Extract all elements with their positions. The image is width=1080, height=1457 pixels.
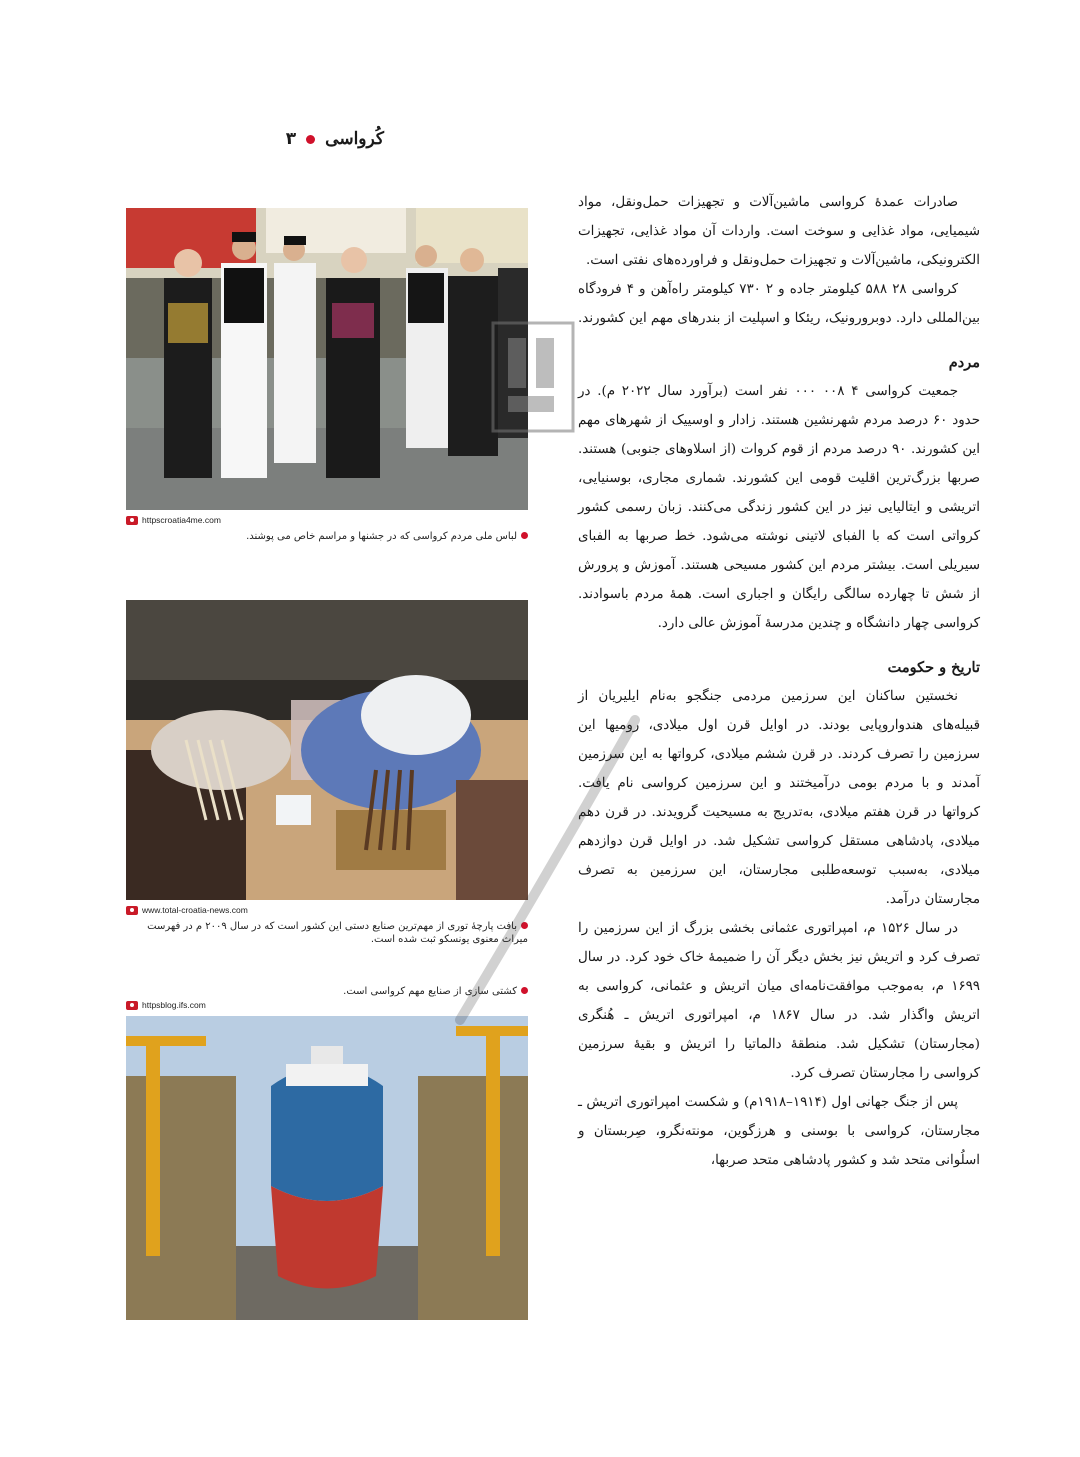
figure-folk-costume-photo (126, 208, 528, 510)
caption-bullet (521, 922, 528, 929)
figure-3-caption-text: کشتی سازی از صنایع مهم کرواسی است. (343, 986, 517, 997)
figure-3-caption (126, 985, 528, 998)
intro-paragraph-2: کرواسی ۲۸ ۵۸۸ کیلومتر جاده و ۲ ۷۳۰ کیلومتر راه‌آهن و ۴ فرودگاه بین‌المللی دارد. دوبرورونیک، ریئکا و اسپلیت از بندرهای مهم این کشورند. (578, 282, 980, 326)
camera-icon (126, 906, 138, 915)
page-title: کُرواسی (325, 129, 384, 149)
lace-illustration (126, 600, 528, 900)
page-number: ۳ (285, 129, 297, 149)
caption-bullet (521, 987, 528, 994)
figure-1-credit-text: httpscroatia4me.com (142, 515, 221, 525)
figure-2-credit-text: www.total-croatia-news.com (142, 905, 248, 915)
figure-3-credit (126, 1000, 206, 1010)
history-paragraph-2: در سال ۱۵۲۶ م، امپراتوری عثمانی بخشی بزرگ از این سرزمین را تصرف کرد و اتریش نیز بخش دیگر آن را ضمیمهٔ خاک خود کرد. در سال ۱۶۹۹ م، به‌موجب موافقت‌نامه‌ای میان اتریش و عثمانی، کرواسی به اتریش واگذار شد. در سال ۱۸۶۷ م، امپراتوری اتریش ـ هُنگری (مجارستان) تشکیل شد. منطقهٔ دالماتیا را اتریش و بقیهٔ سرزمین کرواسی را مجارستان تصرف کرد. (578, 921, 980, 1081)
figure-lace-photo (126, 600, 528, 900)
figure-ship-photo (126, 1016, 528, 1320)
page-header (124, 124, 384, 154)
figure-2-credit (126, 905, 248, 915)
section-heading-history: تاریخ و حکومت (887, 659, 980, 676)
history-paragraph-1: نخستین ساکنان این سرزمین مردمی جنگجو به‌نام ایلیریان از قبیله‌های هندواروپایی بودند. در اوایل قرن اول میلادی، رومیها این سرزمین را تصرف کردند. در قرن ششم میلادی، کرواتها به این سرزمین آمدند و با مردم بومی درآمیختند و این سرزمین کرواسی نام یافت. کرواتها در قرن هفتم میلادی، به‌تدریج به مسیحیت گرویدند. در قرن دهم میلادی، پادشاهی مستقل کرواسی تشکیل شد. در اوایل قرن دوازدهم میلادی، به‌سبب توسعه‌طلبی مجارستان، این سرزمین به تصرف مجارستان درآمد. (578, 689, 981, 907)
figure-2-caption (126, 920, 528, 946)
figure-1-caption-text: لباس ملی مردم کرواسی که در جشنها و مراسم خاص می پوشند. (246, 531, 517, 542)
camera-icon (126, 1001, 138, 1010)
figure-2-caption-text: بافت پارچهٔ توری از مهم‌ترین صنایع دستی این کشور است که در سال ۲۰۰۹ م در فهرست میراث معنوی یونسکو ثبت شده است. (147, 921, 528, 945)
header-dot (306, 135, 315, 144)
people-paragraph-1: جمعیت کرواسی ۴ ۰۰۸ ۰۰۰ نفر است (برآورد سال ۲۰۲۲ م). در حدود ۶۰ درصد مردم شهرنشین هستند. زادار و اوسییک از شهرهای مهم این کشورند. ۹۰ درصد مردم از قوم کروات (از اسلاوهای جنوبی) هستند. صربها بزرگ‌ترین اقلیت قومی این کشورند. شماری مجاری، بوسنیایی، اتریشی و ایتالیایی نیز در این کشور زندگی می‌کنند. زبان رسمی کشور کرواتی است که با الفبای لاتینی نوشته می‌شود. خط صربها به الفبای سیریلی است. بیشتر مردم این کشور مسیحی هستند. آموزش و پرورش از شش تا چهارده سالگی رایگان و اجباری است. همهٔ مردم باسوادند. کرواسی چهار دانشگاه و چندین مدرسهٔ آموزش عالی دارد. (578, 384, 980, 631)
history-paragraph-3: پس از جنگ جهانی اول (۱۹۱۴–۱۹۱۸م) و شکست امپراتوری اتریش ـ مجارستان، کرواسی با بوسنی و هرزگوین، مونته‌نگرو، صِربستان و اسلُوانی متحد شد و کشور پادشاهی متحد صربها، (578, 1095, 980, 1168)
figure-1-credit (126, 515, 221, 525)
folk-costume-illustration (126, 208, 528, 510)
watermark-logo (488, 318, 578, 436)
watermark-logo-icon (488, 318, 578, 436)
figure-1-caption (126, 530, 528, 543)
ship-illustration (126, 1016, 528, 1320)
intro-paragraph-1: صادرات عمدهٔ کرواسی ماشین‌آلات و تجهیزات حمل‌ونقل، مواد شیمیایی، مواد غذایی و سوخت است. واردات آن مواد غذایی، تجهیزات الکترونیکی، ماشین‌آلات و تجهیزات حمل‌ونقل و فراورده‌های نفتی است. (578, 195, 980, 268)
figure-3-credit-text: httpsblog.ifs.com (142, 1000, 206, 1010)
caption-bullet (521, 532, 528, 539)
camera-icon (126, 516, 138, 525)
main-text-column (578, 188, 980, 1175)
section-heading-people: مردم (948, 354, 980, 371)
